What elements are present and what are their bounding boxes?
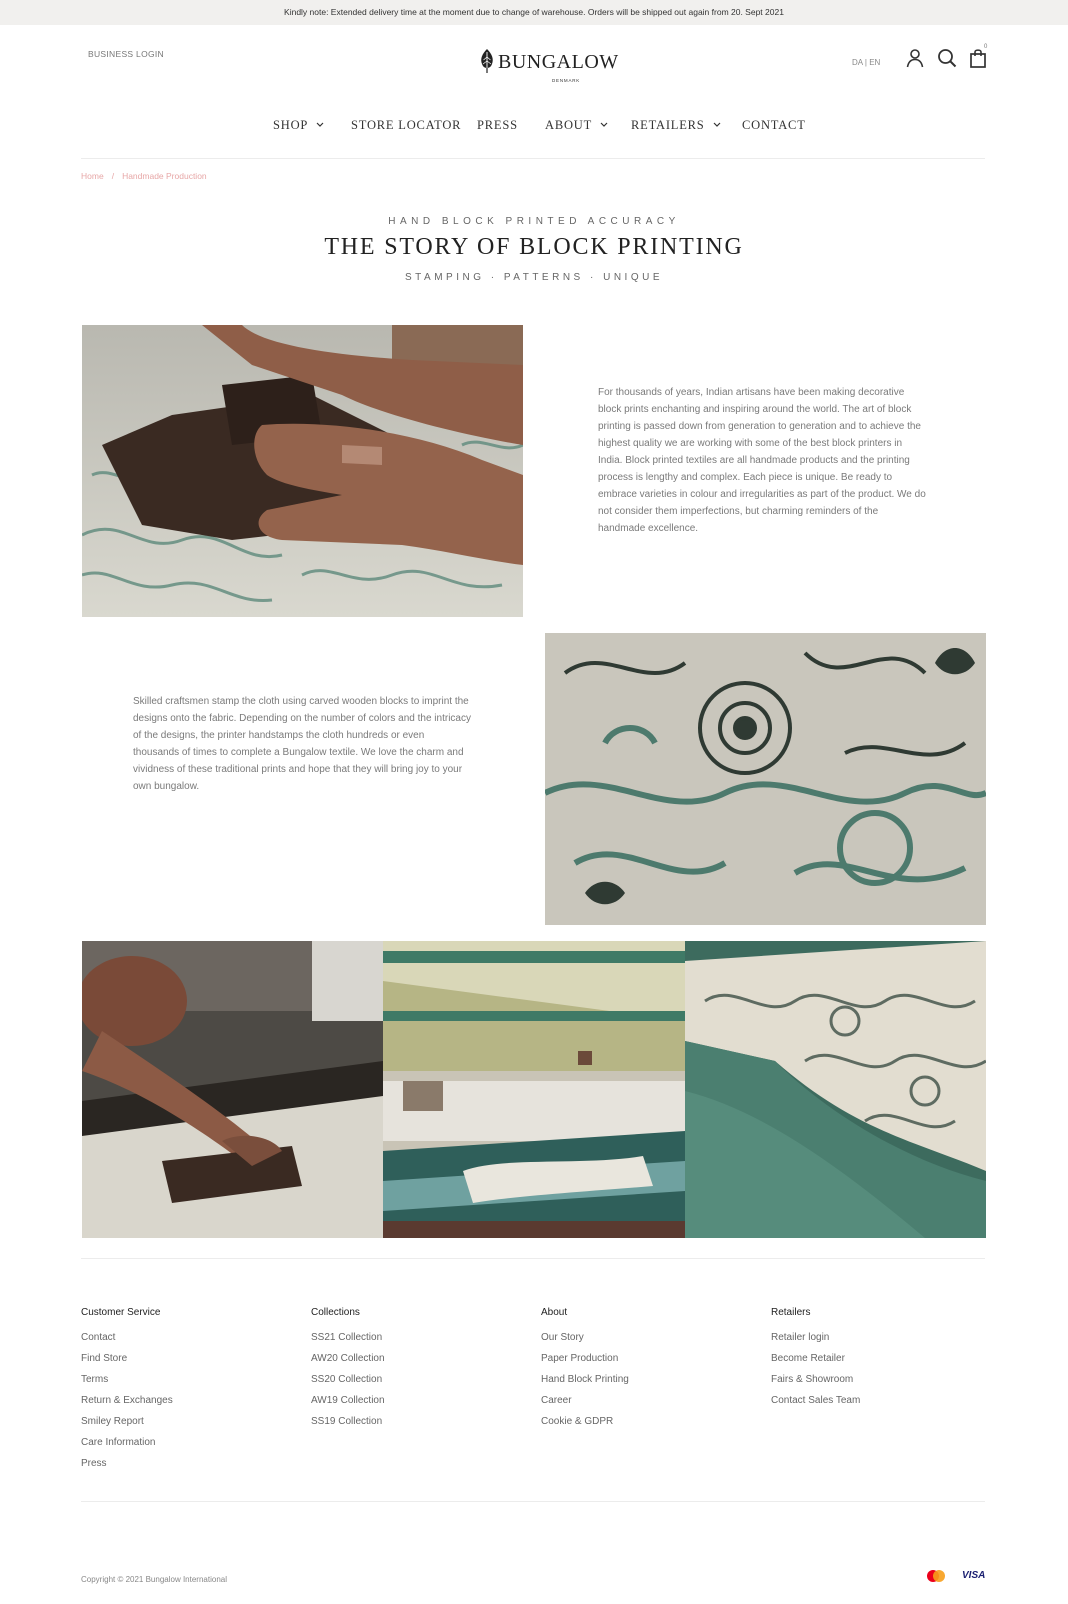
nav-retailers[interactable]: RETAILERS [631, 118, 721, 133]
floral-print-closeup-photo [545, 633, 986, 925]
footer-link[interactable]: Retailer login [771, 1332, 830, 1343]
logo-wordmark: BUNGALOW [498, 51, 619, 73]
footer-link[interactable]: Become Retailer [771, 1353, 845, 1364]
footer-link[interactable]: Return & Exchanges [81, 1395, 173, 1406]
footer-link[interactable]: Find Store [81, 1353, 128, 1364]
nav-contact[interactable]: CONTACT [742, 118, 806, 132]
footer-link[interactable]: Hand Block Printing [541, 1374, 629, 1385]
workshop-room-photo [383, 941, 685, 1238]
announcement-bar: Kindly note: Extended delivery time at the moment due to change of warehouse. Orders will be shipped out again from 20. Sept 2021 [0, 0, 1068, 25]
footer-retailers [771, 1307, 860, 1415]
breadcrumb-current: Handmade Production [122, 171, 207, 181]
footer-link[interactable]: Press [81, 1458, 107, 1469]
footer-link[interactable]: Our Story [541, 1332, 584, 1343]
craftsman-stamping-photo [82, 941, 383, 1238]
logo-subtext: DENMARK [552, 78, 581, 83]
chevron-down-icon [713, 122, 721, 127]
story-paragraph-2: Skilled craftsmen stamp the cloth using carved wooden blocks to imprint the designs onto the fabric. Depending on the number of colors and the intricacy of the designs, the printer handstamps the cloth hundreds or even thousands of times to complete a Bungalow textile. We love the charm and vividness of these traditional prints and hope that they will bring joy to your own bungalow. [133, 696, 471, 792]
footer-link[interactable]: Care Information [81, 1437, 156, 1448]
nav-store-locator[interactable]: STORE LOCATOR [351, 118, 462, 132]
chevron-down-icon [600, 122, 608, 127]
footer-about [541, 1307, 629, 1436]
footer-heading: Collections [311, 1307, 360, 1318]
business-login-link[interactable]: BUSINESS LOGIN [88, 49, 164, 59]
main-navigation [0, 118, 1068, 138]
mastercard-icon [925, 1569, 947, 1583]
story-paragraph-1: For thousands of years, Indian artisans have been making decorative block prints enchanting and inspiring around the world. The art of block printing is passed down from generation to generation and to achieve the highest quality we are working with some of the best block printers in India. Block printed textiles are all handmade products and the printing process is lengthy and complex. Each piece is unique. Be ready to embrace varieties in colour and irregularities as part of the product. We do not consider them imperfections, but charming reminders of the handmade excellence. [598, 387, 926, 534]
footer-link[interactable]: SS21 Collection [311, 1332, 383, 1343]
nav-shop[interactable]: SHOP [273, 118, 324, 133]
footer-link[interactable]: SS19 Collection [311, 1416, 383, 1427]
footer-link[interactable]: Fairs & Showroom [771, 1374, 854, 1385]
language-switch[interactable]: DA | EN [852, 58, 881, 67]
visa-icon: VISA [962, 1570, 986, 1581]
footer-collections [311, 1307, 385, 1436]
hero-subkicker: STAMPING · PATTERNS · UNIQUE [404, 272, 663, 283]
nav-about[interactable]: ABOUT [545, 118, 608, 133]
footer-link[interactable]: Terms [81, 1374, 109, 1385]
footer-link[interactable]: AW19 Collection [311, 1395, 385, 1406]
footer-heading: Customer Service [81, 1307, 161, 1318]
printed-fabric-table-photo [685, 941, 986, 1238]
bungalow-logo[interactable] [476, 47, 619, 87]
breadcrumb [81, 171, 207, 181]
footer-customer-service [81, 1307, 173, 1478]
leaf-logo-icon [479, 49, 495, 73]
footer-link[interactable]: Cookie & GDPR [541, 1416, 614, 1427]
cart-count-badge: 0 [984, 44, 988, 50]
header-divider [81, 158, 985, 159]
hero-kicker: HAND BLOCK PRINTED ACCURACY [388, 216, 680, 227]
footer-top-divider [81, 1258, 985, 1259]
footer-link[interactable]: Smiley Report [81, 1416, 144, 1427]
account-icon[interactable] [905, 48, 925, 68]
nav-press[interactable]: PRESS [477, 118, 518, 132]
footer-link[interactable]: Contact [81, 1332, 116, 1343]
chevron-down-icon [316, 122, 324, 127]
footer-link[interactable]: Career [541, 1395, 572, 1406]
cart-icon[interactable] [968, 48, 988, 68]
breadcrumb-home[interactable]: Home [81, 171, 104, 181]
search-icon[interactable] [937, 48, 957, 68]
copyright-text: Copyright © 2021 Bungalow International [81, 1575, 227, 1584]
footer-link[interactable]: SS20 Collection [311, 1374, 383, 1385]
footer-bottom-divider [81, 1501, 985, 1502]
block-printing-hands-photo [82, 325, 523, 617]
page-title: THE STORY OF BLOCK PRINTING [324, 234, 744, 260]
footer-heading: Retailers [771, 1307, 811, 1318]
footer-link[interactable]: Paper Production [541, 1353, 619, 1364]
footer-link[interactable]: AW20 Collection [311, 1353, 385, 1364]
footer-heading: About [541, 1307, 568, 1318]
footer-link[interactable]: Contact Sales Team [771, 1395, 861, 1406]
breadcrumb-separator: / [111, 171, 115, 181]
